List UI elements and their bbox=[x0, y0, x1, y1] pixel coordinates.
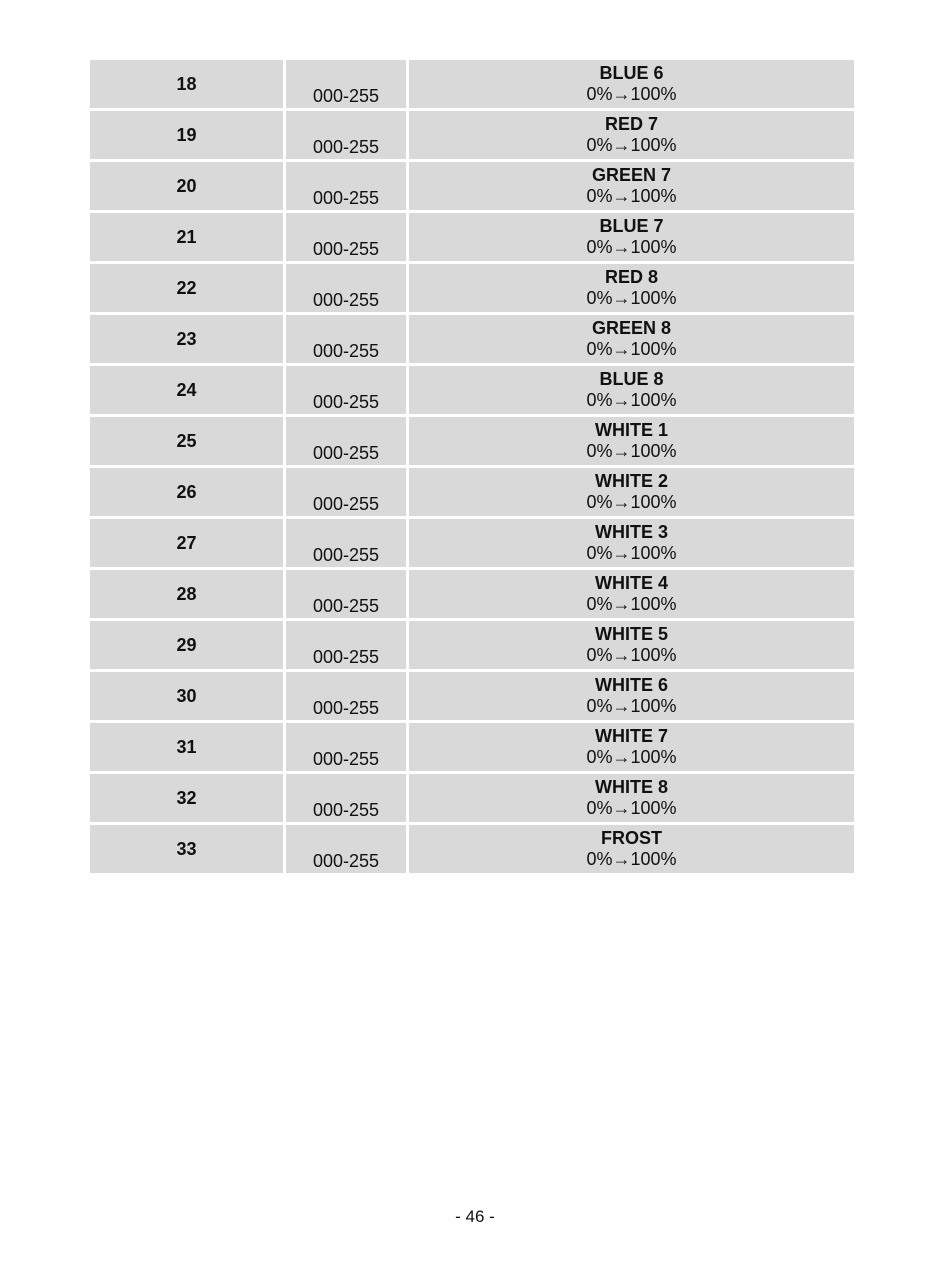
channel-function bbox=[409, 723, 854, 771]
function-name: RED 8 bbox=[604, 267, 658, 287]
dmx-value-range: 000-255 bbox=[286, 264, 406, 312]
table-row bbox=[90, 621, 854, 669]
function-range: 0%→100% bbox=[586, 186, 677, 206]
dmx-channel-table bbox=[87, 57, 857, 876]
channel-function bbox=[409, 519, 854, 567]
function-name: BLUE 8 bbox=[599, 369, 664, 389]
table-row bbox=[90, 315, 854, 363]
function-name: WHITE 4 bbox=[594, 573, 668, 593]
function-name: GREEN 8 bbox=[591, 318, 672, 338]
channel-function bbox=[409, 60, 854, 108]
channel-function bbox=[409, 162, 854, 210]
dmx-value-range: 000-255 bbox=[286, 417, 406, 465]
channel-number: 27 bbox=[90, 519, 283, 567]
channel-number: 20 bbox=[90, 162, 283, 210]
function-name: FROST bbox=[601, 828, 662, 848]
channel-number: 26 bbox=[90, 468, 283, 516]
function-name: WHITE 3 bbox=[594, 522, 668, 542]
dmx-value-range: 000-255 bbox=[286, 570, 406, 618]
dmx-value-range: 000-255 bbox=[286, 825, 406, 873]
dmx-value-range: 000-255 bbox=[286, 672, 406, 720]
channel-function bbox=[409, 774, 854, 822]
channel-number: 22 bbox=[90, 264, 283, 312]
channel-function bbox=[409, 417, 854, 465]
table-row bbox=[90, 111, 854, 159]
table-row bbox=[90, 570, 854, 618]
function-range: 0%→100% bbox=[586, 594, 677, 614]
function-name: BLUE 6 bbox=[599, 63, 664, 83]
page-number: - 46 - bbox=[455, 1207, 495, 1226]
channel-number: 33 bbox=[90, 825, 283, 873]
channel-number: 19 bbox=[90, 111, 283, 159]
function-name: WHITE 5 bbox=[594, 624, 668, 644]
table-row bbox=[90, 60, 854, 108]
table-row bbox=[90, 213, 854, 261]
table-row bbox=[90, 774, 854, 822]
function-range: 0%→100% bbox=[586, 390, 677, 410]
dmx-value-range: 000-255 bbox=[286, 774, 406, 822]
channel-number: 25 bbox=[90, 417, 283, 465]
dmx-value-range: 000-255 bbox=[286, 519, 406, 567]
dmx-value-range: 000-255 bbox=[286, 213, 406, 261]
table-row bbox=[90, 519, 854, 567]
function-name: RED 7 bbox=[604, 114, 658, 134]
table-row bbox=[90, 672, 854, 720]
function-range: 0%→100% bbox=[586, 747, 677, 767]
dmx-value-range: 000-255 bbox=[286, 621, 406, 669]
dmx-value-range: 000-255 bbox=[286, 111, 406, 159]
channel-number: 28 bbox=[90, 570, 283, 618]
function-range: 0%→100% bbox=[586, 849, 677, 869]
function-range: 0%→100% bbox=[586, 84, 677, 104]
function-name: WHITE 6 bbox=[594, 675, 668, 695]
function-name: GREEN 7 bbox=[591, 165, 672, 185]
table-row bbox=[90, 264, 854, 312]
channel-function bbox=[409, 672, 854, 720]
table-row bbox=[90, 366, 854, 414]
channel-function bbox=[409, 468, 854, 516]
dmx-channel-table-body bbox=[90, 60, 854, 873]
function-name: BLUE 7 bbox=[599, 216, 664, 236]
function-range: 0%→100% bbox=[586, 288, 677, 308]
channel-number: 23 bbox=[90, 315, 283, 363]
channel-number: 31 bbox=[90, 723, 283, 771]
channel-function bbox=[409, 570, 854, 618]
function-range: 0%→100% bbox=[586, 696, 677, 716]
table-row bbox=[90, 825, 854, 873]
function-range: 0%→100% bbox=[586, 237, 677, 257]
function-range: 0%→100% bbox=[586, 645, 677, 665]
dmx-value-range: 000-255 bbox=[286, 315, 406, 363]
function-name: WHITE 7 bbox=[594, 726, 668, 746]
channel-number: 29 bbox=[90, 621, 283, 669]
table-row bbox=[90, 723, 854, 771]
dmx-value-range: 000-255 bbox=[286, 60, 406, 108]
table-row bbox=[90, 162, 854, 210]
channel-number: 24 bbox=[90, 366, 283, 414]
function-range: 0%→100% bbox=[586, 543, 677, 563]
channel-number: 32 bbox=[90, 774, 283, 822]
channel-number: 18 bbox=[90, 60, 283, 108]
function-range: 0%→100% bbox=[586, 492, 677, 512]
function-name: WHITE 1 bbox=[594, 420, 668, 440]
channel-function bbox=[409, 621, 854, 669]
function-range: 0%→100% bbox=[586, 135, 677, 155]
function-name: WHITE 8 bbox=[594, 777, 668, 797]
function-range: 0%→100% bbox=[586, 339, 677, 359]
function-range: 0%→100% bbox=[586, 441, 677, 461]
dmx-value-range: 000-255 bbox=[286, 162, 406, 210]
table-row bbox=[90, 468, 854, 516]
dmx-value-range: 000-255 bbox=[286, 468, 406, 516]
channel-number: 30 bbox=[90, 672, 283, 720]
channel-function bbox=[409, 213, 854, 261]
dmx-value-range: 000-255 bbox=[286, 366, 406, 414]
channel-function bbox=[409, 825, 854, 873]
channel-number: 21 bbox=[90, 213, 283, 261]
channel-function bbox=[409, 264, 854, 312]
function-range: 0%→100% bbox=[586, 798, 677, 818]
dmx-value-range: 000-255 bbox=[286, 723, 406, 771]
table-row bbox=[90, 417, 854, 465]
channel-function bbox=[409, 315, 854, 363]
channel-function bbox=[409, 111, 854, 159]
channel-function bbox=[409, 366, 854, 414]
function-name: WHITE 2 bbox=[594, 471, 668, 491]
